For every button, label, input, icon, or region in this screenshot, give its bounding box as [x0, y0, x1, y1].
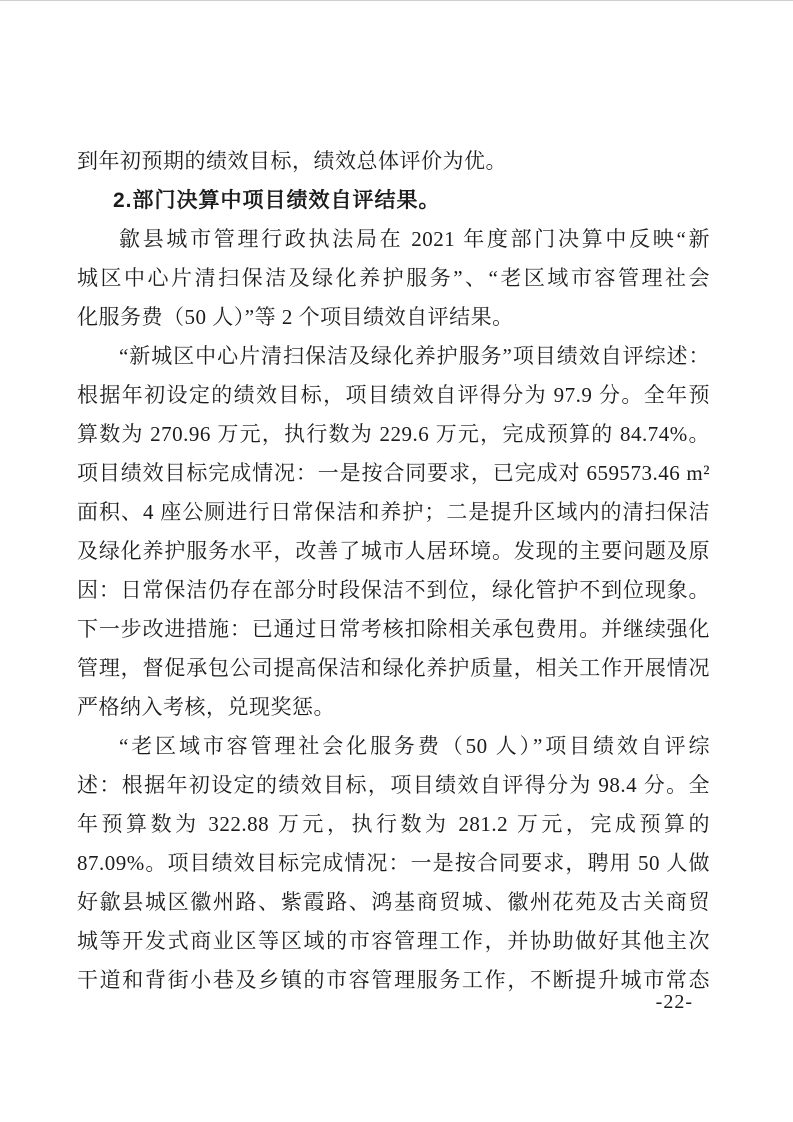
page-top-edge — [0, 0, 793, 1]
text-line: 好歙县城区徽州路、紫霞路、鸿基商贸城、徽州花苑及古关商贸 — [77, 890, 710, 914]
text-line: 及绿化养护服务水平，改善了城市人居环境。发现的主要问题及原 — [77, 539, 710, 563]
text-line: 年预算数为 322.88 万元，执行数为 281.2 万元，完成预算的 — [77, 812, 710, 836]
text-line: 严格纳入考核，兑现奖惩。 — [77, 695, 335, 719]
text-line: 述：根据年初设定的绩效目标，项目绩效自评得分为 98.4 分。全 — [77, 773, 710, 797]
text-line: 下一步改进措施：已通过日常考核扣除相关承包费用。并继续强化 — [77, 617, 710, 641]
text-line: 根据年初设定的绩效目标，项目绩效自评得分为 97.9 分。全年预 — [77, 383, 710, 407]
page-number: -22- — [655, 991, 693, 1013]
text-line: 化服务费（50 人）”等 2 个项目绩效自评结果。 — [77, 305, 514, 329]
text-line: 面积、4 座公厕进行日常保洁和养护；二是提升区域内的清扫保洁 — [77, 500, 710, 524]
text-line: 87.09%。项目绩效目标完成情况：一是按合同要求，聘用 50 人做 — [77, 851, 710, 875]
text-line: 管理，督促承包公司提高保洁和绿化养护质量，相关工作开展情况 — [77, 656, 710, 680]
text-line: “老区域市容管理社会化服务费（50 人）”项目绩效自评综 — [119, 734, 710, 758]
text-line: 到年初预期的绩效目标，绩效总体评价为优。 — [77, 149, 507, 173]
text-line: 城区中心片清扫保洁及绿化养护服务”、“老区域市容管理社会 — [77, 266, 710, 290]
text-line: “新城区中心片清扫保洁及绿化养护服务”项目绩效自评综述： — [119, 344, 710, 368]
text-line: 歙县城市管理行政执法局在 2021 年度部门决算中反映“新 — [119, 227, 710, 251]
document-body — [77, 142, 710, 1000]
text-line: 算数为 270.96 万元，执行数为 229.6 万元，完成预算的 84.74%。 — [77, 422, 710, 446]
section-heading: 2.部门决算中项目绩效自评结果。 — [113, 189, 441, 212]
text-line: 项目绩效目标完成情况：一是按合同要求，已完成对 659573.46 m² — [77, 461, 710, 485]
text-line: 干道和背街小巷及乡镇的市容管理服务工作，不断提升城市常态 — [77, 968, 710, 992]
text-line: 因：日常保洁仍存在部分时段保洁不到位，绿化管护不到位现象。 — [77, 578, 710, 602]
text-line: 城等开发式商业区等区域的市容管理工作，并协助做好其他主次 — [77, 929, 710, 953]
